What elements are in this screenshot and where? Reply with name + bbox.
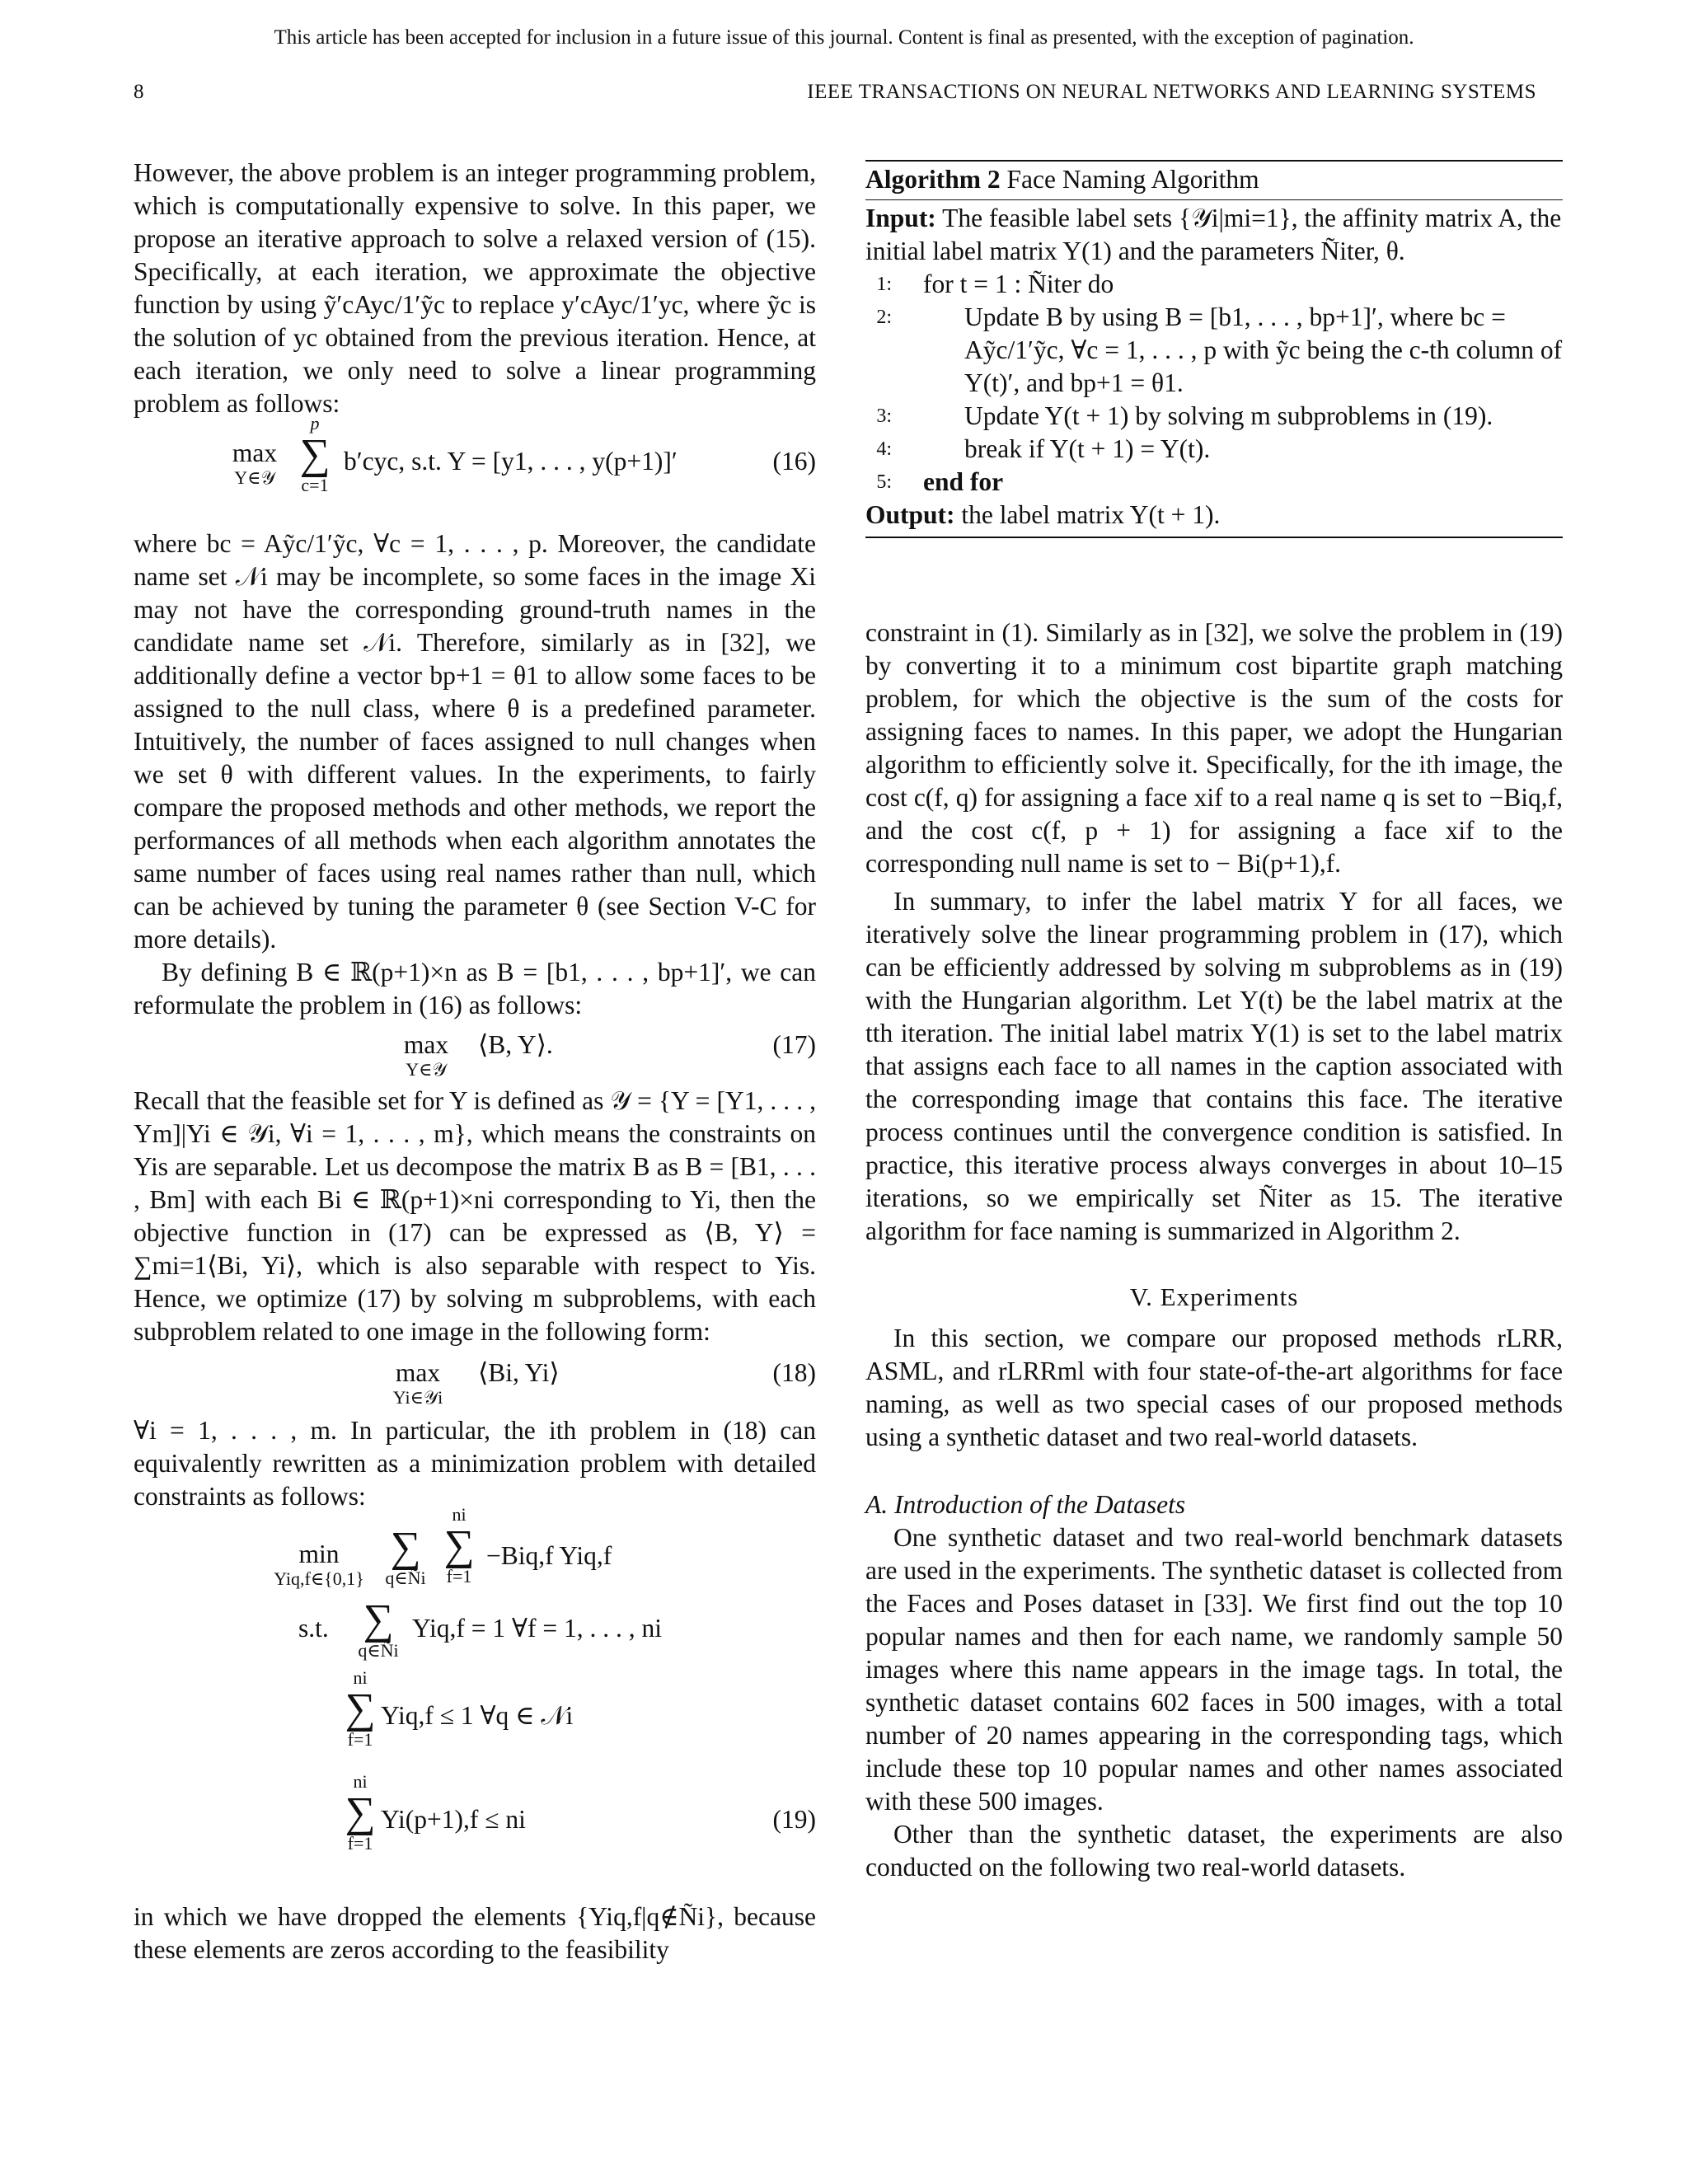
sum-symbol: ∑: [345, 1789, 376, 1836]
line-number: 2:: [876, 307, 892, 328]
paragraph: By defining B ∈ ℝ(p+1)×n as B = [b1, . . . , bp+1]′, we can reformulate the problem in (16) as follows:: [134, 958, 816, 1019]
eq16-sum-top: p: [310, 413, 320, 434]
line-text: end for: [923, 467, 1004, 496]
paragraph: One synthetic dataset and two real-world benchmark datasets are used in the experiments. The synthetic dataset is collected from the Faces and Poses dataset in [33]. We first find out the top 10 popular names and then for each name, we randomly sample 50 images where this name appears in the image tags. In total, the synthetic dataset contains 602 faces in 500 images, with a total number of 20 names appearing in the corresponding tags, which include these top 10 popular names and other names associated with these 500 images.: [865, 1523, 1563, 1816]
eq18-max: max: [395, 1358, 441, 1387]
eq18-max-under: Yi∈𝒴i: [392, 1387, 443, 1408]
equation-17: [134, 1022, 816, 1085]
eq19-c1-bottom: q∈Ñi: [358, 1640, 399, 1661]
line-number: 1:: [876, 274, 892, 295]
algorithm-output: [865, 499, 1563, 532]
running-head: IEEE TRANSACTIONS ON NEURAL NETWORKS AND LEARNING SYSTEMS: [807, 81, 1536, 103]
eq16-body: b′cyc, s.t. Y = [y1, . . . , y(p+1)]′: [344, 447, 678, 476]
eq17-number: (17): [772, 1030, 816, 1059]
eq19-constraint-3: Yi(p+1),f ≤ ni: [381, 1805, 526, 1834]
eq18-number: (18): [772, 1358, 816, 1387]
sum-symbol: ∑: [390, 1524, 421, 1571]
line-text: break if Y(t + 1) = Y(t).: [964, 434, 1211, 463]
eq19-min: min: [298, 1540, 340, 1568]
algorithm-box: [865, 160, 1563, 538]
eq16-number: (16): [772, 447, 816, 476]
eq19-c3-bottom: f=1: [347, 1833, 373, 1854]
paragraph: Other than the synthetic dataset, the experiments are also conducted on the following two real-world datasets.: [865, 1820, 1563, 1882]
line-text: Update Y(t + 1) by solving m subproblems in (19).: [964, 401, 1493, 430]
acceptance-notice: This article has been accepted for inclusion in a future issue of this journal. Content is final as presented, with the exception of pagination.: [274, 26, 1414, 49]
eq19-c2-top: ni: [353, 1667, 368, 1688]
line-text: for t = 1 : Ñiter do: [923, 269, 1114, 298]
eq18-body: ⟨Bi, Yi⟩: [478, 1358, 560, 1387]
paragraph: where bc = Aỹc/1′ỹc, ∀c = 1, . . . , p. Moreover, the candidate name set 𝒩i may be incomplete, so some faces in the image Xi may not have the corresponding ground-truth names in the candidate name set 𝒩i. Therefore, similarly as in [32], we additionally define a vector bp+1 = θ1 to allow some faces to be assigned to the null class, where θ is a predefined parameter. Intuitively, the number of faces assigned to null changes when we set θ with different values. In the experiments, to fairly compare the proposed methods and other methods, we report the performances of all methods when each algorithm annotates the same number of faces using real names rather than null, which can be achieved by tuning the parameter θ (see Section V-C for more details).: [134, 529, 816, 954]
algorithm-line: [865, 433, 1563, 466]
input-label: Input:: [865, 204, 936, 232]
eq19-c3-top: ni: [353, 1771, 368, 1792]
eq16-sum-bottom: c=1: [301, 475, 329, 495]
left-column: [134, 157, 816, 1966]
paragraph: constraint in (1). Similarly as in [32], we solve the problem in (19) by converting it to a minimum cost bipartite graph matching problem, for which the objective is the sum of the costs for assigning faces to names. In this paper, we adopt the Hungarian algorithm to efficiently solve it. Specifically, for the ith image, the cost c(f, q) for assigning a face xif to a real name q is set to −Biq,f, and the cost c(f, p + 1) for assigning a face xif to the corresponding null name is set to − Bi(p+1),f.: [865, 618, 1563, 878]
eq17-max-under: Y∈𝒴: [406, 1059, 447, 1080]
subsection-heading: A. Introduction of the Datasets: [865, 1490, 1186, 1519]
paragraph: ∀i = 1, . . . , m. In particular, the ith problem in (18) can equivalently rewritten as a minimization problem with detailed constraints as follows:: [134, 1416, 816, 1511]
eq17-body: ⟨B, Y⟩.: [478, 1030, 553, 1059]
equation-16: [134, 413, 816, 527]
line-number: 5:: [876, 471, 892, 493]
algorithm-title: [865, 162, 1563, 200]
line-text: Update B by using B = [b1, . . . , bp+1]′, where bc = Aỹc/1′ỹc, ∀c = 1, . . . , p with ỹc being the c-th column of Y(t)′, and bp+1 = θ1.: [964, 302, 1563, 397]
algorithm-name: Face Naming Algorithm: [1006, 165, 1259, 194]
line-number: 3:: [876, 405, 892, 427]
eq19-sum1-bottom: q∈Ñi: [385, 1568, 426, 1588]
paragraph: in which we have dropped the elements {Yiq,f|q∉Ñi}, because these elements are zeros according to the feasibility: [134, 1902, 816, 1964]
sum-symbol: ∑: [443, 1522, 475, 1569]
paragraph: In this section, we compare our proposed methods rLRR, ASML, and rLRRml with four state-of-the-art algorithms for face naming, as well as two special cases of our proposed methods using a synthetic dataset and two real-world datasets.: [865, 1324, 1563, 1451]
algorithm-line: [865, 466, 1563, 499]
eq19-st: s.t.: [298, 1614, 329, 1643]
algorithm-label: Algorithm 2: [865, 165, 1001, 194]
output-label: Output:: [865, 500, 955, 529]
algorithm-line: [865, 400, 1563, 433]
eq16-max-under: Y∈𝒴: [234, 467, 275, 488]
right-column: [865, 616, 1563, 1884]
equation-18: [134, 1348, 816, 1414]
eq19-constraint-1: Yiq,f = 1 ∀f = 1, . . . , ni: [412, 1614, 663, 1643]
algorithm-line: [865, 268, 1563, 301]
eq19-objective: −Biq,f Yiq,f: [486, 1541, 612, 1570]
section-heading: V. Experiments: [1129, 1282, 1299, 1311]
sum-symbol: ∑: [299, 431, 331, 478]
output-text: the label matrix Y(t + 1).: [961, 500, 1221, 529]
eq16-max: max: [232, 438, 278, 467]
eq19-sum2-top: ni: [452, 1504, 467, 1525]
line-number: 4:: [876, 438, 892, 460]
sum-symbol: ∑: [363, 1596, 394, 1643]
eq19-sum2-bottom: f=1: [446, 1566, 472, 1586]
paragraph: Recall that the feasible set for Y is defined as 𝒴 = {Y = [Y1, . . . , Ym]|Yi ∈ 𝒴i, ∀i = 1, . . . , m}, which means the constraints on Yis are separable. Let us decompose the matrix B as B = [B1, . . . , Bm] with each Bi ∈ ℝ(p+1)×ni corresponding to Yi, then the objective function in (17) can be expressed as ⟨B, Y⟩ = ∑mi=1⟨Bi, Yi⟩, which is also separable with respect to Yis. Hence, we optimize (17) by solving m subproblems, with each subproblem related to one image in the following form:: [134, 1086, 816, 1346]
paragraph: However, the above problem is an integer programming problem, which is computationally expensive to solve. In this paper, we propose an iterative approach to solve a relaxed version of (15). Specifically, at each iteration, we approximate the objective function by using ỹ′cAyc/1′ỹc to replace y′cAyc/1′yc, where ỹc is the solution of yc obtained from the previous iteration. Hence, at each iteration, we only need to solve a linear programming problem as follows:: [134, 158, 816, 418]
paragraph: In summary, to infer the label matrix Y for all faces, we iteratively solve the linear programming problem in (17), which can be efficiently addressed by solving m subproblems as in (19) with the Hungarian algorithm. Let Y(t) be the label matrix at the tth iteration. The initial label matrix Y(1) is set to the label matrix that assigns each face to all names in the caption associated with the corresponding image that contains this face. The iterative process continues until the convergence condition is satisfied. In practice, this iterative process always converges in about 10–15 iterations, so we empirically set Ñiter as 15. The iterative algorithm for face naming is summarized in Algorithm 2.: [865, 887, 1563, 1245]
sum-symbol: ∑: [345, 1685, 376, 1732]
page-number: 8: [134, 81, 144, 103]
input-text: The feasible label sets {𝒴i|mi=1}, the affinity matrix A, the initial label matrix Y(1) and the parameters Ñiter, θ.: [865, 204, 1562, 265]
eq19-min-under: Yiq,f∈{0,1}: [274, 1568, 364, 1589]
eq17-max: max: [403, 1030, 449, 1059]
eq19-constraint-2: Yiq,f ≤ 1 ∀q ∈ 𝒩i: [381, 1701, 574, 1730]
eq19-c2-bottom: f=1: [347, 1729, 373, 1750]
algorithm-line: [865, 301, 1563, 400]
algorithm-input: [865, 200, 1563, 268]
equation-19: [134, 1504, 816, 1900]
eq19-number: (19): [772, 1805, 816, 1834]
